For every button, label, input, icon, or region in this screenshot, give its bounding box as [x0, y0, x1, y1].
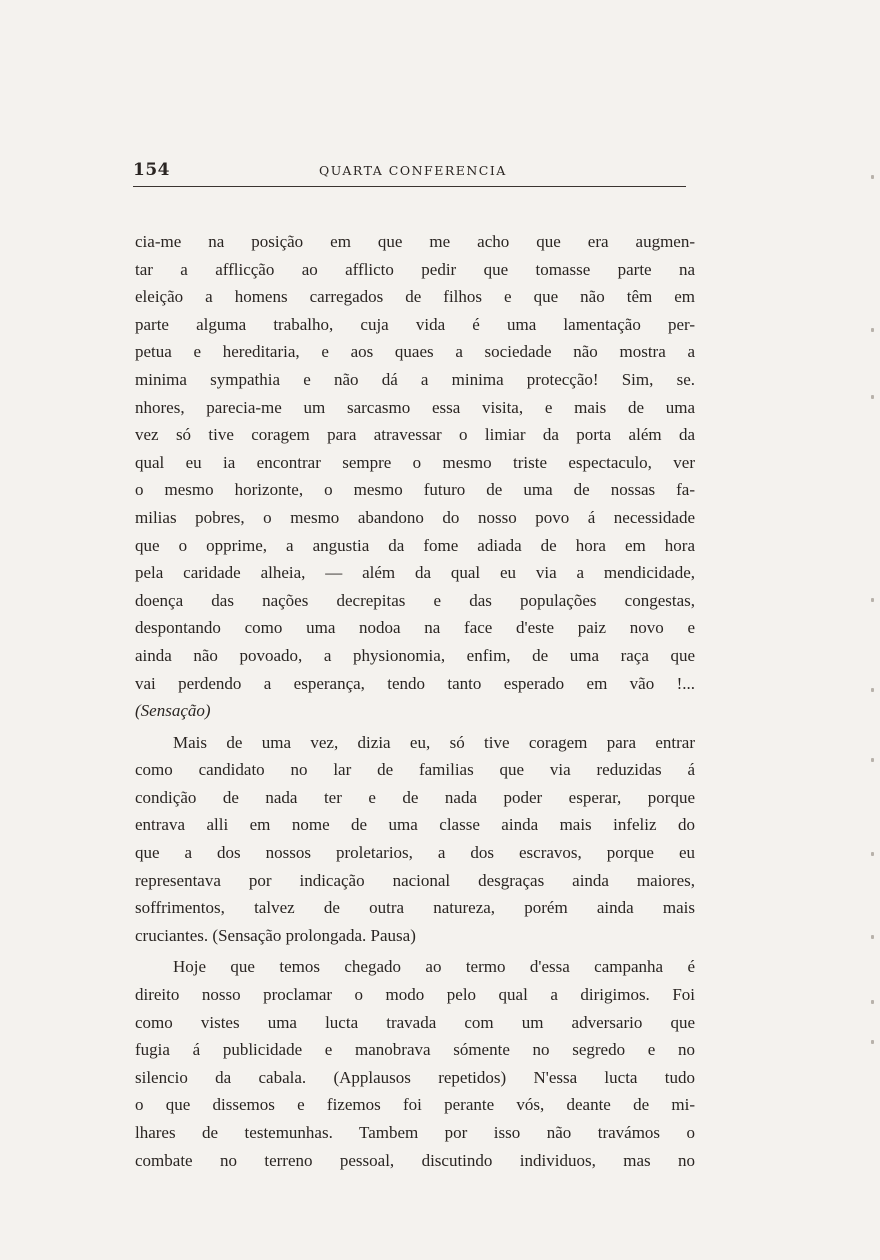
text-line: o que dissemos e fizemos foi perante vós, deante de mi-	[135, 1095, 695, 1115]
page-edge-specks	[866, 0, 880, 1260]
text-line: doença das nações decrepitas e das populações congestas,	[135, 590, 695, 610]
page-number: 154	[133, 160, 170, 180]
text-line: condição de nada ter e de nada poder esperar, porque	[135, 787, 695, 807]
text-line: petua e hereditaria, e aos quaes a sociedade não mostra a	[135, 342, 695, 362]
text-line: como candidato no lar de familias que via reduzidas á	[135, 760, 695, 780]
speck	[871, 598, 874, 602]
speck	[871, 935, 874, 939]
speck	[871, 688, 874, 692]
text-line: despontando como uma nodoa na face d'este paiz novo e	[135, 618, 695, 638]
text-line: minima sympathia e não dá a minima protecção! Sim, se.	[135, 369, 695, 389]
speck	[871, 395, 874, 399]
text-line: lhares de testemunhas. Tambem por isso não travámos o	[135, 1123, 695, 1142]
text-line: pela caridade alheia, — além da qual eu via a mendicidade,	[135, 563, 695, 583]
text-line: que o opprime, a angustia da fome adiada de hora em hora	[135, 535, 695, 555]
text-line: ainda não povoado, a physionomia, enfim, de uma raça que	[135, 645, 695, 665]
body-text	[135, 228, 695, 1174]
speck	[871, 758, 874, 762]
running-head: QUARTA CONFERENCIA	[319, 163, 507, 178]
text-line: que a dos nossos proletarios, a dos escravos, porque eu	[135, 843, 695, 863]
text-line: combate no terreno pessoal, discutindo individuos, mas no	[135, 1150, 695, 1170]
text-line: soffrimentos, talvez de outra natureza, porém ainda mais	[135, 898, 695, 918]
text-line: entrava alli em nome de uma classe ainda mais infeliz do	[135, 815, 695, 835]
text-line: direito nosso proclamar o modo pelo qual a dirigimos. Foi	[135, 985, 695, 1005]
text-line: qual eu ia encontrar sempre o mesmo triste espectaculo, ver	[135, 452, 695, 472]
text-line: silencio da cabala. (Applausos repetidos) N'essa lucta tudo	[135, 1067, 695, 1087]
page-header	[133, 160, 686, 187]
text-line: Hoje que temos chegado ao termo d'essa campanha é	[173, 957, 695, 977]
text-line: cruciantes. (Sensação prolongada. Pausa)	[135, 925, 416, 945]
text-line: milias pobres, o mesmo abandono do nosso povo á necessidade	[135, 507, 695, 527]
text-line: como vistes uma lucta travada com um adversario que	[135, 1012, 695, 1032]
speck	[871, 1040, 874, 1044]
text-line: vai perdendo a esperança, tendo tanto esperado em vão !...	[135, 673, 695, 693]
stage-direction: (Sensação)	[135, 701, 211, 721]
text-line: Mais de uma vez, dizia eu, só tive coragem para entrar	[173, 732, 695, 752]
text-line: eleição a homens carregados de filhos e que não têm em	[135, 287, 695, 307]
text-line: vez só tive coragem para atravessar o limiar da porta além da	[135, 425, 695, 445]
speck	[871, 175, 874, 179]
text-line: nhores, parecia-me um sarcasmo essa visita, e mais de uma	[135, 397, 695, 417]
text-line: parte alguma trabalho, cuja vida é uma lamentação per-	[135, 314, 695, 334]
speck	[871, 328, 874, 332]
text-line: cia-me na posição em que me acho que era augmen-	[135, 232, 695, 251]
text-line: representava por indicação nacional desgraças ainda maiores,	[135, 870, 695, 890]
speck	[871, 1000, 874, 1004]
text-line: tar a afflicção ao afflicto pedir que tomasse parte na	[135, 259, 695, 279]
text-line: fugia á publicidade e manobrava sómente no segredo e no	[135, 1040, 695, 1060]
speck	[871, 852, 874, 856]
text-line: o mesmo horizonte, o mesmo futuro de uma de nossas fa-	[135, 480, 695, 500]
